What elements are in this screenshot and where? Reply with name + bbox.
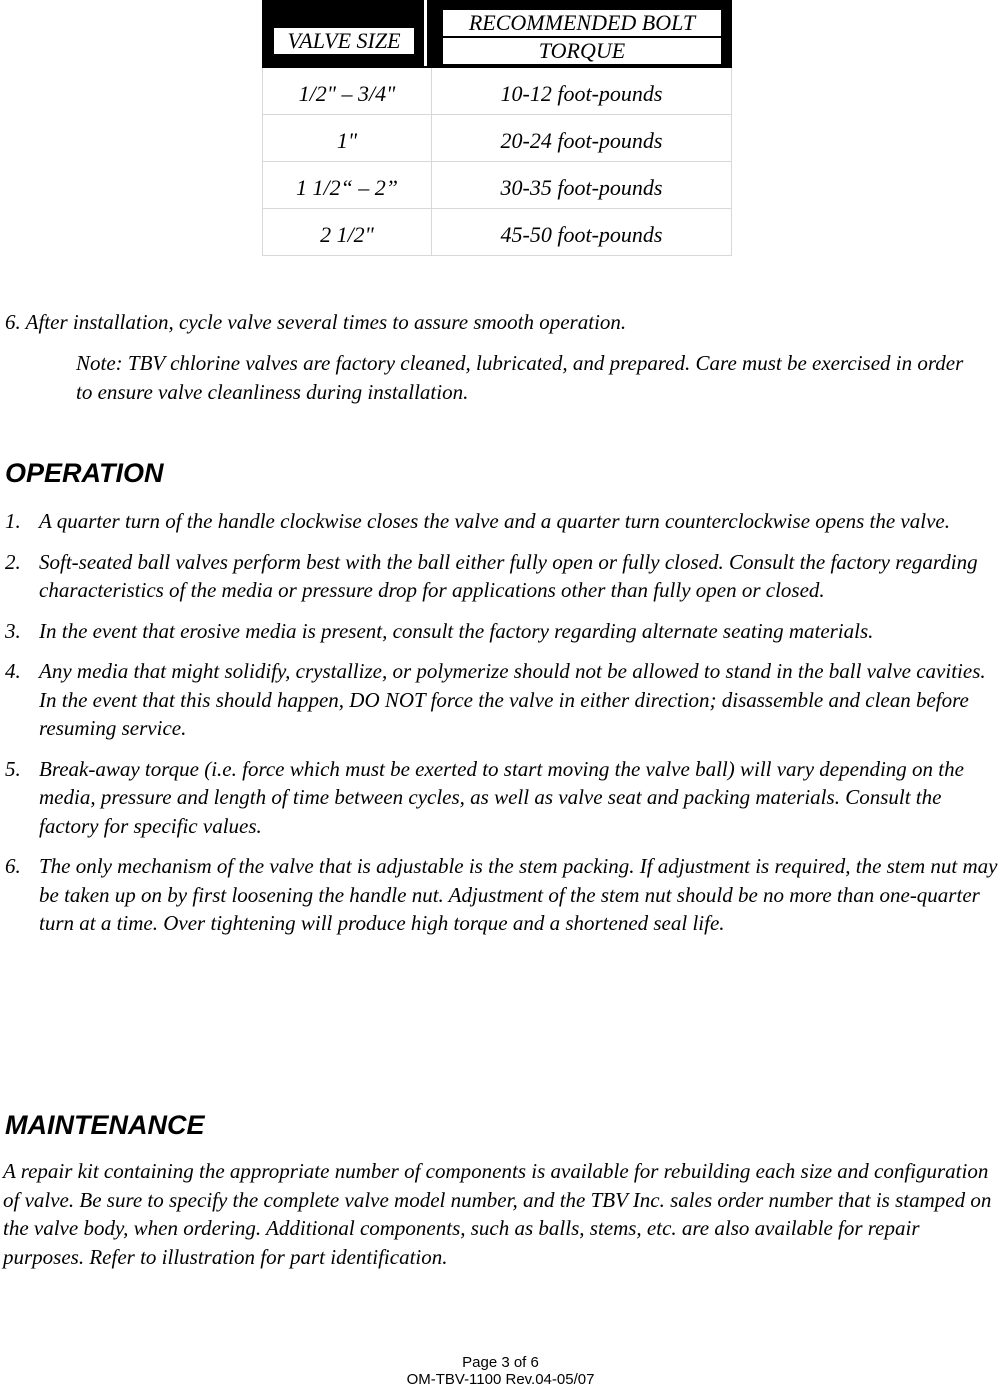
- cell-torque: 30-35 foot-pounds: [432, 162, 732, 208]
- maintenance-paragraph: A repair kit containing the appropriate number of components is available for rebuilding each size and configuration of valve. Be sure to specify the complete valve model number, and the TBV Inc. sales order number that is stamped on the valve body, when ordering. Additional components, such as balls, stems, etc. are also available for repair purposes. Refer to illustration for part identification.: [3, 1159, 992, 1269]
- table-row: [262, 209, 732, 256]
- list-item: [5, 507, 1001, 536]
- list-item-text: In the event that erosive media is present, consult the factory regarding alternate seating materials.: [39, 618, 874, 643]
- cell-torque: 20-24 foot-pounds: [432, 115, 732, 161]
- table-row: [262, 68, 732, 115]
- cell-valve-size: 1 1/2“ – 2”: [262, 162, 432, 208]
- cell-valve-size: 2 1/2": [262, 209, 432, 255]
- list-item-text: Break-away torque (i.e. force which must be exerted to start moving the valve ball) will vary depending on the media, pressure and length of time between cycles, as well as valve seat and packing materials. Consult the factory for specific values.: [39, 756, 964, 838]
- page-number: Page 3 of 6: [462, 1354, 539, 1371]
- cell-torque: 10-12 foot-pounds: [432, 68, 732, 114]
- table-row: [262, 162, 732, 209]
- cell-valve-size: 1": [262, 115, 432, 161]
- list-item: [5, 548, 1001, 605]
- document-id: OM-TBV-1100 Rev.04-05/07: [406, 1371, 595, 1388]
- list-item-number: 4.: [5, 659, 21, 683]
- installation-note: Note: TBV chlorine valves are factory cleaned, lubricated, and prepared. Care must be exercised in order to ensure valve cleanliness during installation.: [76, 351, 964, 404]
- list-item: [5, 852, 1001, 938]
- list-item: [5, 755, 1001, 841]
- operation-list: [5, 507, 1001, 950]
- bolt-torque-table: [262, 0, 732, 256]
- table-row: [262, 115, 732, 162]
- list-item-number: 1.: [5, 509, 21, 533]
- list-item-number: 2.: [5, 549, 21, 574]
- cell-torque: 45-50 foot-pounds: [432, 209, 732, 255]
- list-item-number: 6.: [5, 854, 21, 878]
- header-valve-size: VALVE SIZE: [264, 0, 427, 66]
- header-torque-line1: RECOMMENDED BOLT: [468, 10, 696, 35]
- list-item-text: Soft-seated ball valves perform best with the ball either fully open or fully closed. Consult the factory regarding characteristics of the media or pressure drop for applications other than fully open or closed.: [39, 549, 978, 602]
- installation-step-6: 6. After installation, cycle valve several times to assure smooth operation.: [5, 310, 627, 334]
- list-item-text: Any media that might solidify, crystallize, or polymerize should not be allowed to stand in the ball valve cavities. In the event that this should happen, DO NOT force the valve in either direction; disassemble and clean before resuming service.: [39, 659, 986, 740]
- list-item-number: 3.: [5, 618, 21, 643]
- list-item-text: The only mechanism of the valve that is adjustable is the stem packing. If adjustment is required, the stem nut may be taken up on by first loosening the handle nut. Adjustment of the stem nut should be no more than one-quarter turn at a time. Over tightening will produce high torque and a shortened seal life.: [39, 854, 998, 935]
- header-recommended-torque: [437, 0, 727, 66]
- list-item-number: 5.: [5, 756, 21, 781]
- list-item: [5, 617, 1001, 646]
- header-torque-line2: TORQUE: [443, 36, 721, 64]
- cell-valve-size: 1/2" – 3/4": [262, 68, 432, 114]
- list-item: [5, 657, 1001, 743]
- table-header-row: [262, 0, 732, 68]
- list-item-text: A quarter turn of the handle clockwise closes the valve and a quarter turn counterclockwise opens the valve.: [39, 509, 950, 533]
- operation-heading: OPERATION: [5, 458, 164, 488]
- maintenance-heading: MAINTENANCE: [5, 1110, 205, 1140]
